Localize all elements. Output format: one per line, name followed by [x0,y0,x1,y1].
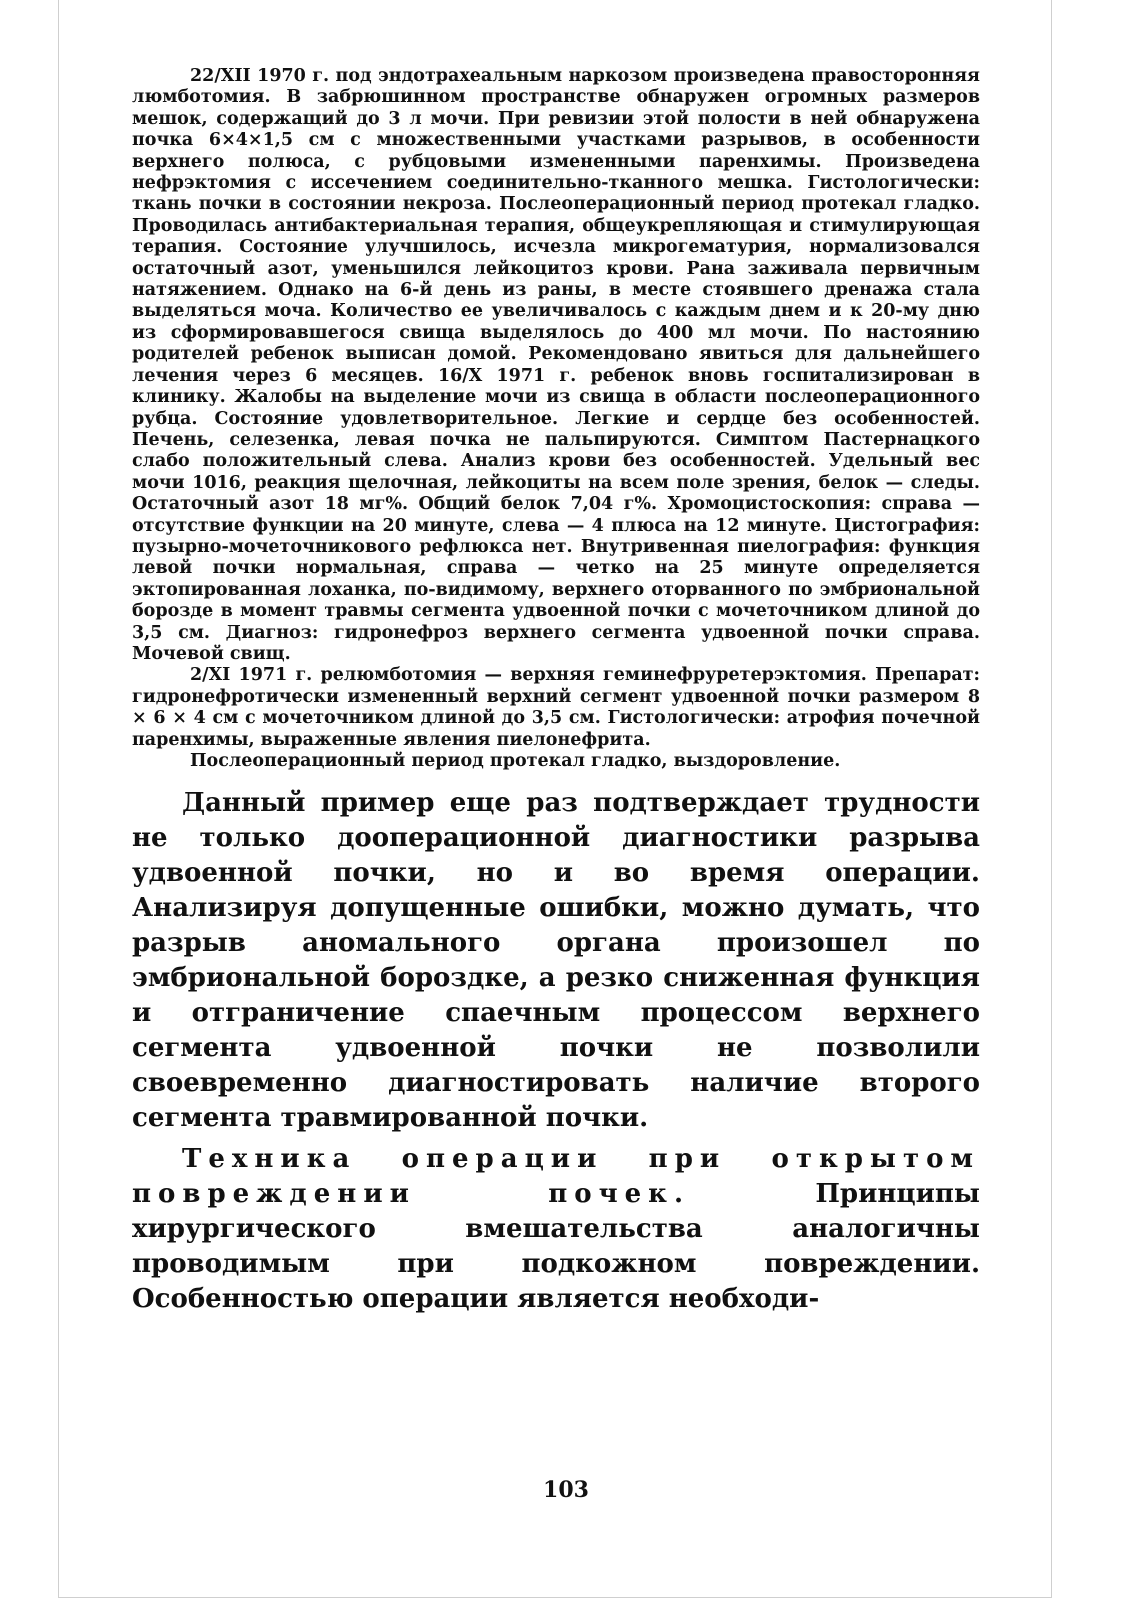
section-body: Принципы хирургического вмешательства аналогичны проводимым при подкожном повреждении. Особенностью операции является необходи- [132,1179,980,1315]
page-number: 103 [543,1477,589,1503]
section-heading: Техника операции при открытом повреждении почек. [132,1144,980,1210]
case-paragraph-2: 2/XI 1971 г. релюмботомия — верхняя геминефруретерэктомия. Препарат: гидронефротически измененный верхний сегмент удвоенной почки размером 8 × 6 × 4 см с мочеточником длиной до 3,5 см. Гистологически: атрофия почечной паренхимы, выраженные явления пиелонефрита. [132,665,980,750]
case-paragraph-3: Послеоперационный период протекал гладко, выздоровление. [190,751,841,771]
case-paragraph-1: 22/XII 1970 г. под эндотрахеальным наркозом произведена правосторонняя люмботомия. В забрюшинном пространстве обнаружен огромных размеров мешок, содержащий до 3 л мочи. При ревизии этой полости в ней обнаружена почка 6×4×1,5 см с множественными участками разрывов, в особенности верхнего полюса, с рубцовыми измененными паренхимы. Произведена нефрэктомия с иссечением соединительно-тканного мешка. Гистологически: ткань почки в состоянии некроза. Послеоперационный период протекал гладко. Проводилась антибактериальная терапия, общеукрепляющая и стимулирующая терапия. Состояние улучшилось, исчезла микрогематурия, нормализовался остаточный азот, уменьшился лейкоцитоз крови. Рана заживала первичным натяжением. Однако на 6-й день из раны, в месте стоявшего дренажа стала выделяться моча. Количество ее увеличивалось с каждым днем и к 20-му дню из сформировавшегося свища выделялось до 400 мл мочи. По настоянию родителей ребенок выписан домой. Рекомендовано явиться для дальнейшего лечения через 6 месяцев. 16/X 1971 г. ребенок вновь госпитализирован в клинику. Жалобы на выделение мочи из свища в области послеоперационного рубца. Состояние удовлетворительное. Легкие и сердце без особенностей. Печень, селезенка, левая почка не пальпируются. Симптом Пастернацкого слабо положительный слева. Анализ крови без особенностей. Удельный вес мочи 1016, реакция щелочная, лейкоциты на всем поле зрения, белок — следы. Остаточный азот 18 мг%. Общий белок 7,04 г%. Хромоцистоскопия: справа — отсутствие функции на 20 минуте, слева — 4 плюса на 12 минуте. Цистография: пузырно-мочеточникового рефлюкса нет. Внутривенная пиелография: функция левой почки нормальная, справа — четко на 25 минуте определяется эктопированная лоханка, по-видимому, верхнего оторванного по эмбриональной борозде в момент травмы сегмента удвоенной почки с мочеточником длиной до 3,5 см. Диагноз: гидронефроз верхнего сегмента удвоенной почки справа. Мочевой свищ. [132,66,980,664]
main-paragraph-2 [132,1142,980,1317]
page-content [132,66,980,1317]
main-paragraph-1: Данный пример еще раз подтверждает трудности не только дооперационной диагностики разрыва удвоенной почки, но и во время операции. Анализируя допущенные ошибки, можно думать, что разрыв аномального органа произошел по эмбриональной бороздке, а резко сниженная функция и отграничение спаечным процессом верхнего сегмента удвоенной почки не позволили своевременно диагностировать наличие второго сегмента травмированной почки. [132,788,980,1134]
